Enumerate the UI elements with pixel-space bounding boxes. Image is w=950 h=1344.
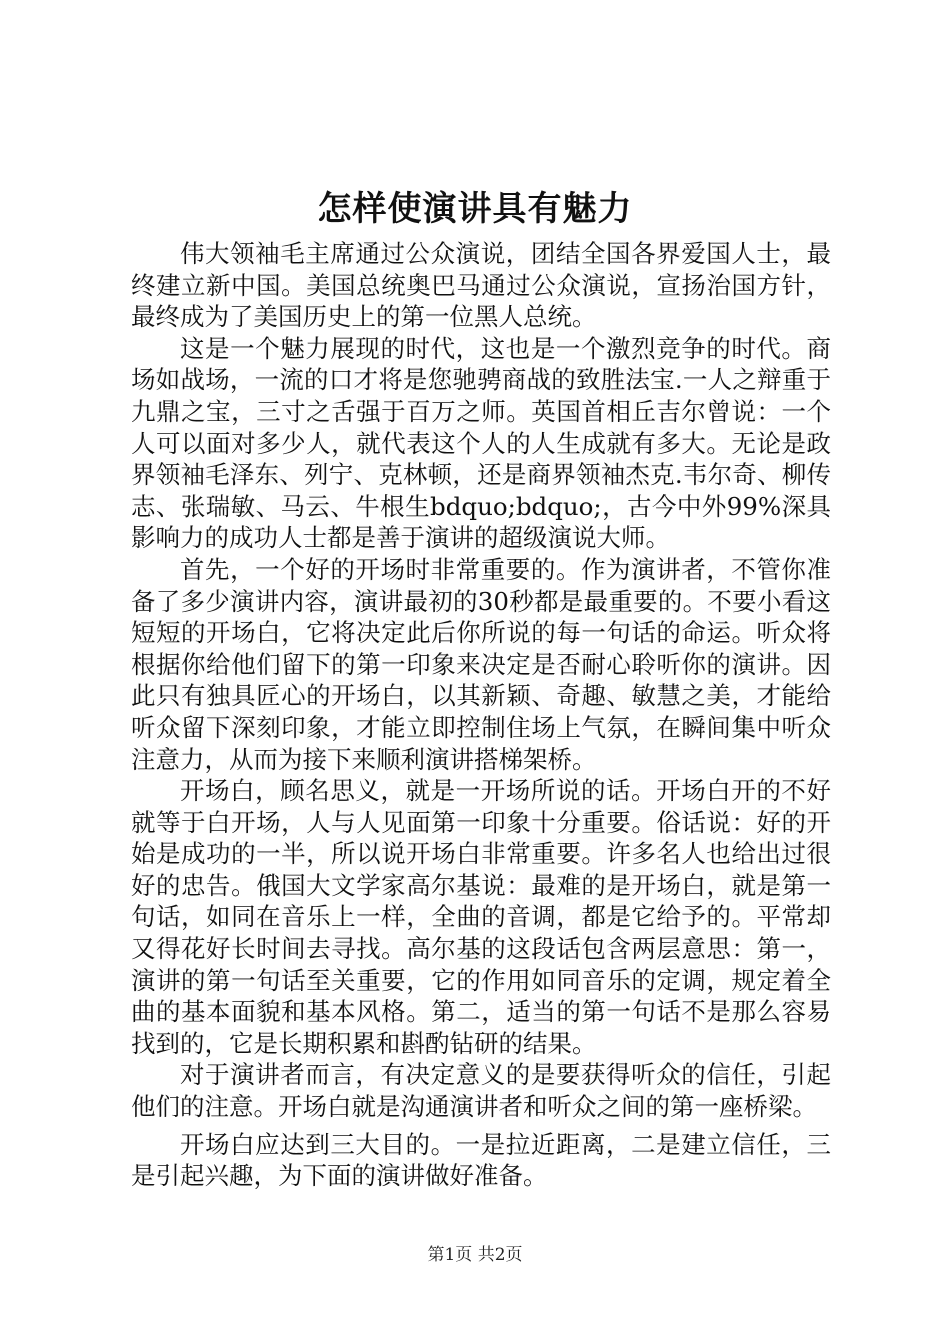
paragraph-1: 伟大领袖毛主席通过公众演说，团结全国各界爱国人士，最终建立新中国。美国总统奥巴马通过公众演说，宣扬治国方针，最终成为了美国历史上的第一位黑人总统。 [131, 239, 831, 332]
document-title: 怎样使演讲具有魅力 [317, 189, 633, 229]
paragraph-2: 这是一个魅力展现的时代，这也是一个激烈竞争的时代。商场如战场，一流的口才将是您驰骋商战的致胜法宝.一人之辩重于九鼎之宝，三寸之舌强于百万之师。英国首相丘吉尔曾说：一个人可以面对多少人，就代表这个人的人生成就有多大。无论是政界领袖毛泽东、列宁、克林顿，还是商界领袖杰克.韦尔奇、柳传志、张瑞敏、马云、牛根生bdquo;bdquo;，古今中外99%深具影响力的成功人士都是善于演讲的超级演说大师。 [131, 333, 831, 553]
paragraph-4: 开场白，顾名思义，就是一开场所说的话。开场白开的不好就等于白开场，人与人见面第一印象十分重要。俗话说：好的开始是成功的一半，所以说开场白非常重要。许多名人也给出过很好的忠告。俄国大文学家高尔基说：最难的是开场白，就是第一句话，如同在音乐上一样，全曲的音调，都是它给予的。平常却又得花好长时间去寻找。高尔基的这段话包含两层意思：第一，演讲的第一句话至关重要，它的作用如同音乐的定调，规定着全曲的基本面貌和基本风格。第二，适当的第一句话不是那么容易找到的，它是长期积累和斟酌钻研的结果。 [131, 776, 831, 1058]
document-body [131, 238, 831, 1192]
page-number-footer: 第1页 共2页 [427, 1245, 523, 1265]
paragraph-3: 首先，一个好的开场时非常重要的。作为演讲者，不管你准备了多少演讲内容，演讲最初的30秒都是最重要的。不要小看这短短的开场白，它将决定此后你所说的每一句话的命运。听众将根据你给他们留下的第一印象来决定是否耐心聆听你的演讲。因此只有独具匠心的开场白，以其新颖、奇趣、敏慧之美，才能给听众留下深刻印象，才能立即控制住场上气氛，在瞬间集中听众注意力，从而为接下来顺利演讲搭梯架桥。 [131, 554, 831, 774]
paragraph-5: 对于演讲者而言，有决定意义的是要获得听众的信任，引起他们的注意。开场白就是沟通演讲者和听众之间的第一座桥梁。 [131, 1060, 831, 1122]
paragraph-6: 开场白应达到三大目的。一是拉近距离，二是建立信任，三是引起兴趣，为下面的演讲做好准备。 [131, 1129, 831, 1191]
